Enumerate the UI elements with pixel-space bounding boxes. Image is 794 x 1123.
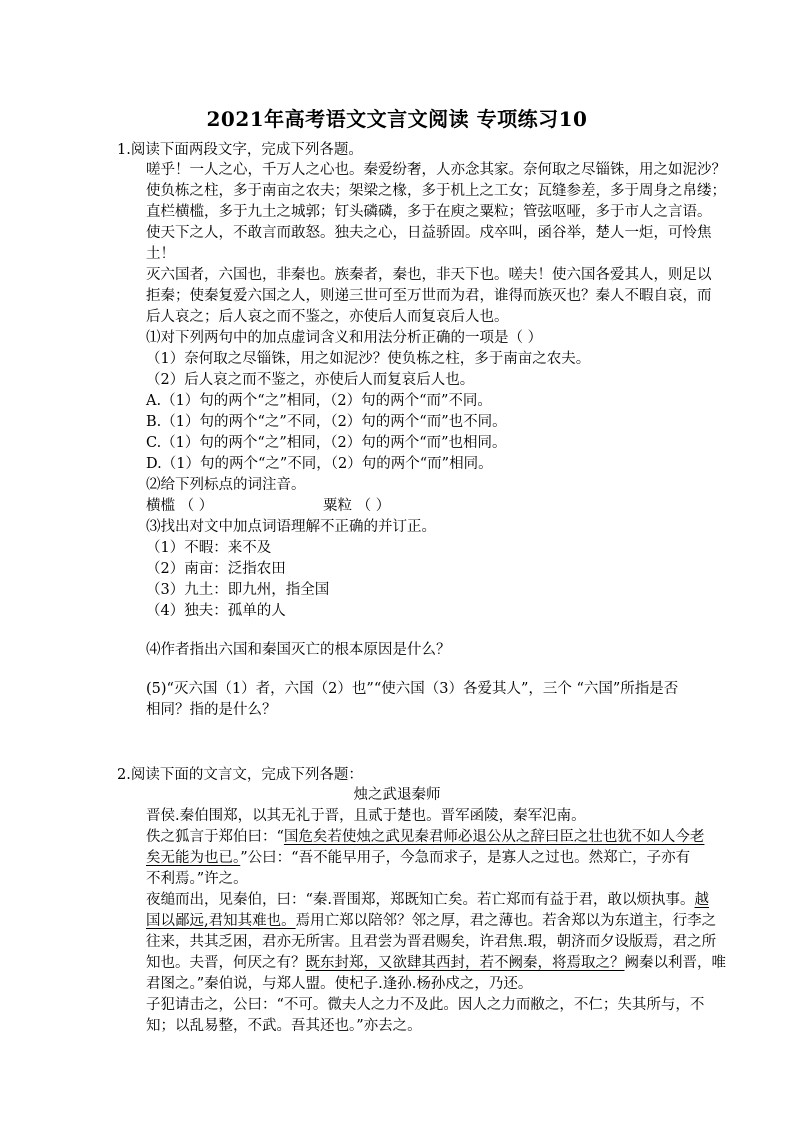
q1-intro: 1.阅读下面两段文字，完成下列各题。 <box>117 142 363 158</box>
q2-text: 佚之狐言于郑伯曰：“ <box>146 829 284 845</box>
q2-intro: 2.阅读下面的文言文，完成下列各题： <box>117 767 363 783</box>
q2-underlined-text: 国以鄙远,君知其难也。 <box>146 913 296 929</box>
q1-sub1-option-c: C.（1）句的两个“之”相同，（2）句的两个“而”也相同。 <box>146 435 507 451</box>
q1-sub2-item: 横槛 （ ） <box>146 498 214 514</box>
q1-sub5-line: (5)“灭六国（1）者，六国（2）也”“使六国（3）各爱其人”，三个 “六国”所指是否 <box>146 681 679 697</box>
q1-sub2-prompt: ⑵给下列标点的词注音。 <box>146 477 306 493</box>
q1-passage2-line: 后人哀之；后人哀之而不鉴之，亦使后人而复哀后人也。 <box>146 309 509 325</box>
q1-sub3-item: （2）南亩：泛指农田 <box>146 561 286 577</box>
q1-passage1-line: 使天下之人，不敢言而敢怒。独夫之心，日益骄固。戍卒叫，函谷举，楚人一炬，可怜焦 <box>146 225 712 241</box>
q1-passage1-line: 嗟乎！一人之心，千万人之心也。秦爱纷奢，人亦念其家。奈何取之尽锱铢，用之如泥沙？ <box>146 162 726 178</box>
q2-passage-line <box>146 827 704 847</box>
q1-sub3-item: （3）九土：即九州，指全国 <box>146 582 330 598</box>
q2-text: 阙秦以利晋，唯 <box>624 955 726 971</box>
q2-passage-line: 君图之。”秦伯说，与郑人盟。使杞子.逢孙.杨孙戍之，乃还。 <box>146 976 533 992</box>
q2-passage-line: 子犯请击之，公曰：“不可。微夫人之力不及此。因人之力而敝之，不仁；失其所与，不 <box>146 997 705 1013</box>
q2-passage-line <box>146 890 709 910</box>
q1-sub5-line: 相同？指的是什么？ <box>146 702 277 718</box>
q2-text: 焉用亡郑以陪邻？邻之厚，君之薄也。若舍郑以为东道主，行李之 <box>295 913 717 929</box>
q1-sub4: ⑷作者指出六国和秦国灭亡的根本原因是什么？ <box>146 642 451 658</box>
q1-sub3-item: （4）独夫：孤单的人 <box>146 603 286 619</box>
q1-sub3-item: （1）不暇：来不及 <box>146 540 272 556</box>
q2-text: 知也。夫晋，何厌之有？ <box>146 955 306 971</box>
q2-text: 夜缒而出，见秦伯，曰：“秦.晋围郑，郑既知亡矣。若亡郑而有益于君，敢以烦执事。 <box>146 892 695 908</box>
q1-sub1-option-a: A.（1）句的两个“之”相同，（2）句的两个“而”不同。 <box>146 393 492 409</box>
q1-passage2-line: 拒秦；使秦复爱六国之人，则递三世可至万世而为君，谁得而族灭也？秦人不暇自哀，而 <box>146 288 712 304</box>
q1-sub1-option-d: D.（1）句的两个“之”不同，（2）句的两个“而”相同。 <box>146 456 493 472</box>
q2-passage-line: 往来，共其乏困，君亦无所害。且君尝为晋君赐矣，许君焦.瑕，朝济而夕设版焉，君之所 <box>146 934 717 950</box>
q1-passage1-line: 土！ <box>146 246 175 262</box>
q2-underlined-text: 矣无能为也已。 <box>146 850 241 866</box>
q2-underlined-text: 国危矣若使烛之武见秦君师必退公从之辞曰臣之壮也犹不如人今老 <box>283 829 705 845</box>
page-title: 2021年高考语文文言文阅读 专项练习10 <box>206 107 588 131</box>
q2-underlined-text: 越 <box>694 892 710 908</box>
q2-passage-line <box>146 848 690 868</box>
q1-sub2-item: 粟粒 （ ） <box>323 498 391 514</box>
q2-passage-line: 晋侯.秦伯围郑，以其无礼于晋，且贰于楚也。晋军函陵，秦军氾南。 <box>146 808 586 824</box>
q2-passage-line <box>146 911 716 931</box>
q2-text: ”公曰：“吾不能早用子，今急而求子，是寡人之过也。然郑亡，子亦有 <box>240 850 691 866</box>
q2-underlined-text: 既东封郑，又欲肆其西封，若不阙秦，将焉取之？ <box>305 955 625 971</box>
q1-passage1-line: 使负栋之柱，多于南亩之农夫；架梁之椽，多于机上之工女；瓦缝参差，多于周身之帛缕； <box>146 183 726 199</box>
q1-sub1-line: （2）后人哀之而不鉴之，亦使后人而复哀后人也。 <box>146 372 475 388</box>
q1-sub1-option-b: B.（1）句的两个“之”不同，（2）句的两个“而”也不同。 <box>146 414 507 430</box>
q2-passage-line <box>146 953 726 973</box>
q1-sub1-line: （1）奈何取之尽锱铢，用之如泥沙？使负栋之柱，多于南亩之农夫。 <box>146 351 591 367</box>
q1-sub3-prompt: ⑶找出对文中加点词语理解不正确的并订正。 <box>146 519 436 535</box>
q1-passage2-line: 灭六国者，六国也，非秦也。族秦者，秦也，非天下也。嗟夫！使六国各爱其人，则足以 <box>146 267 712 283</box>
q1-passage1-line: 直栏横槛，多于九土之城郭；钉头磷磷，多于在庾之粟粒；管弦呕哑，多于市人之言语。 <box>146 204 712 220</box>
q2-passage-line: 知；以乱易整，不武。吾其还也。”亦去之。 <box>146 1018 422 1034</box>
q1-sub1-prompt: ⑴对下列两句中的加点虚词含义和用法分析正确的一项是（ ） <box>146 330 543 346</box>
q2-passage-line: 不利焉。”许之。 <box>146 871 248 887</box>
q2-passage-heading: 烛之武退秦师 <box>353 787 441 803</box>
